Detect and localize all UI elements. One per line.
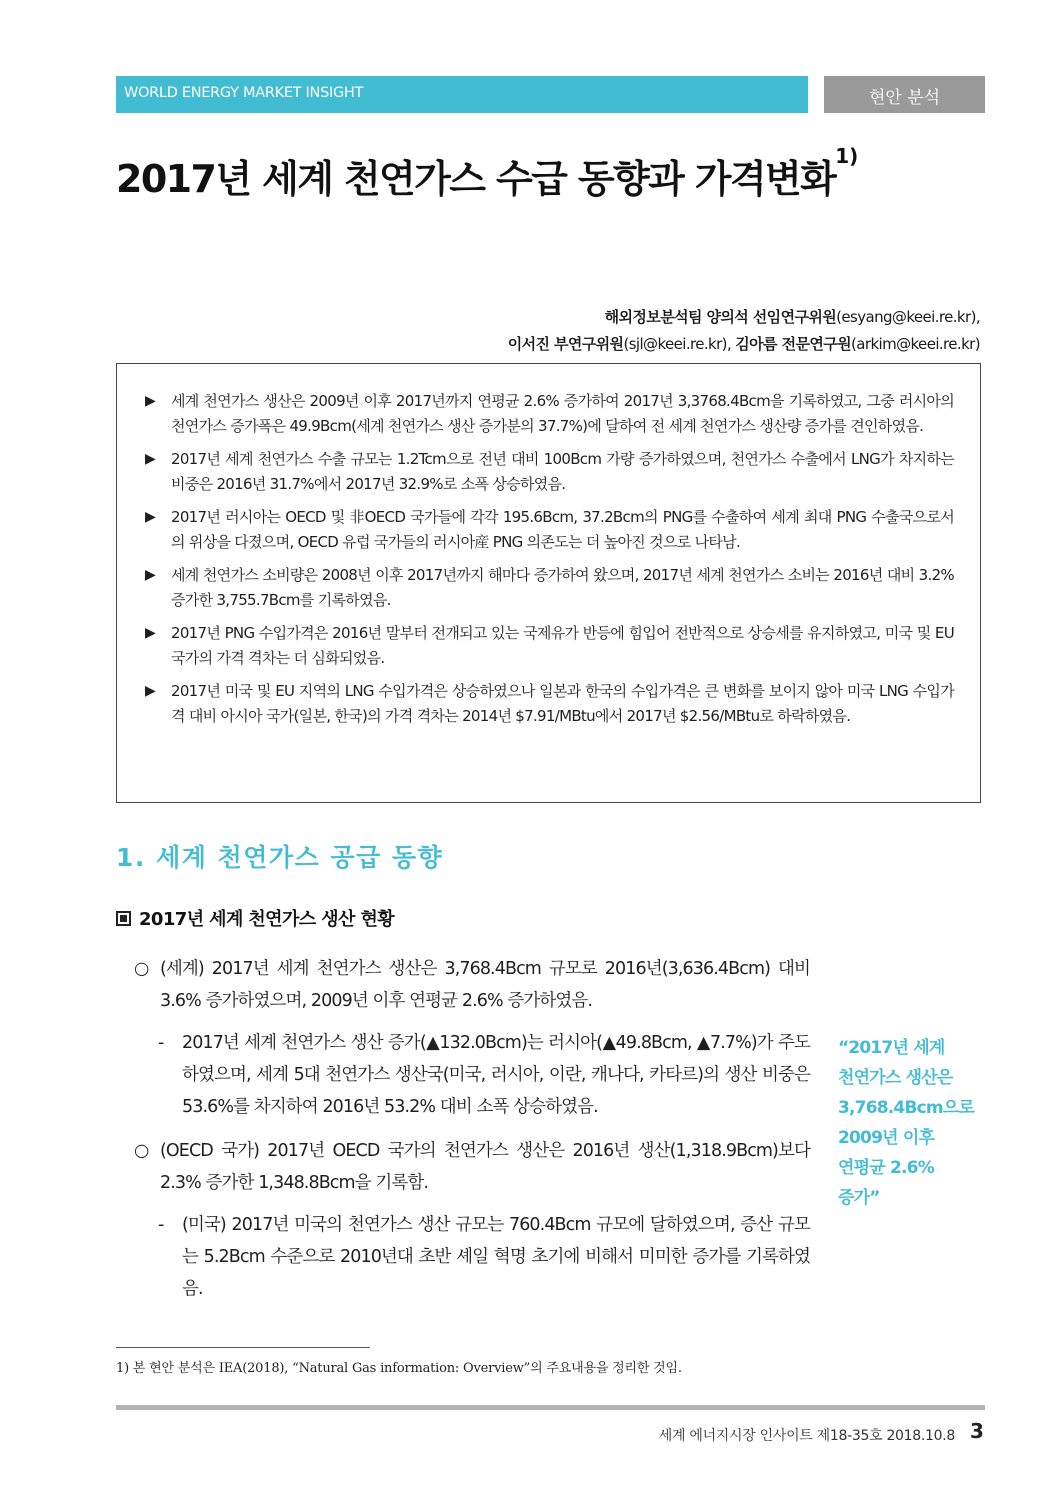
triangle-bullet-icon: ▶ [145, 625, 156, 641]
page-number: 3 [970, 1419, 984, 1443]
dash-bullet-icon: - [158, 1215, 164, 1235]
summary-item: ▶ 세계 천연가스 소비량은 2008년 이후 2017년까지 해마다 증가하여 왔으며, 2017년 세계 천연가스 소비는 2016년 대비 3.2% 증가한 3,755.7Bcm를 기록하였음. [145, 563, 954, 612]
author-2-name: 이서진 부연구위원 [507, 335, 624, 353]
summary-item: ▶ 세계 천연가스 생산은 2009년 이후 2017년까지 연평균 2.6% 증가하여 2017년 3,3768.4Bcm을 기록하였고, 그중 러시아의 천연가스 증가폭은 49.9Bcm(세계 천연가스 생산 증가분의 37.7%)에 달하여 전 세계 천연가스 생산량 증가를 견인하였음. [145, 389, 954, 438]
author-2-email: (sjl@keei.re.kr), [623, 335, 732, 353]
author-3-email: (arkim@keei.re.kr) [851, 335, 980, 353]
header-category-tag [824, 76, 985, 113]
pull-quote-line: “2017년 세계 [838, 1038, 945, 1058]
body-text [134, 953, 810, 1317]
paragraph-usa: - (미국) 2017년 미국의 천연가스 생산 규모는 760.4Bcm 규모에 달하였으며, 증산 규모는 5.2Bcm 수준으로 2010년대 초반 셰일 혁명 초기에 비해서 미미한 증가를 기록하였음. [134, 1209, 810, 1305]
author-block [508, 304, 980, 358]
footer-divider [116, 1405, 985, 1410]
dash-bullet-icon: - [158, 1033, 164, 1053]
square-bullet-icon [116, 911, 131, 926]
circle-bullet-icon: ○ [134, 1141, 149, 1161]
paragraph-world-detail: - 2017년 세계 천연가스 생산 증가(▲132.0Bcm)는 러시아(▲49.8Bcm, ▲7.7%)가 주도하였으며, 세계 5대 천연가스 생산국(미국, 러시아, 이란, 캐나다, 카타르)의 생산 비중은 53.6%를 차지하여 2016년 53.2% 대비 소폭 상승하였음. [134, 1027, 810, 1123]
circle-bullet-icon: ○ [134, 959, 149, 979]
page-title-text: 2017년 세계 천연가스 수급 동향과 가격변화 [116, 157, 836, 201]
subsection-heading [116, 905, 394, 931]
author-3-name: 김아름 전문연구원 [735, 335, 852, 353]
summary-list [145, 389, 954, 737]
section-heading: 1. 세계 천연가스 공급 동향 [116, 843, 444, 872]
triangle-bullet-icon: ▶ [145, 393, 156, 409]
header-series-label: WORLD ENERGY MARKET INSIGHT [124, 85, 364, 101]
triangle-bullet-icon: ▶ [145, 509, 156, 525]
summary-item: ▶ 2017년 러시아는 OECD 및 非OECD 국가들에 각각 195.6Bcm, 37.2Bcm의 PNG를 수출하여 세계 최대 PNG 수출국으로서의 위상을 다졌으며, OECD 유럽 국가들의 러시아産 PNG 의존도는 더 높아진 것으로 나타남. [145, 505, 954, 554]
footnote-divider [116, 1347, 370, 1348]
footer-publication: 세계 에너지시장 인사이트 제18-35호 2018.10.8 [658, 1428, 955, 1444]
footnote: 1) 본 현안 분석은 IEA(2018), “Natural Gas information: Overview”의 주요내용을 정리한 것임. [116, 1361, 682, 1376]
pull-quote-line: 3,768.4Bcm으로 [838, 1098, 975, 1118]
pull-quote-line: 증가” [838, 1188, 880, 1208]
summary-item: ▶ 2017년 PNG 수입가격은 2016년 말부터 전개되고 있는 국제유가 반등에 힘입어 전반적으로 상승세를 유지하였고, 미국 및 EU 국가의 가격 격차는 더 심화되었음. [145, 621, 954, 670]
pull-quote-line: 천연가스 생산은 [838, 1068, 953, 1088]
header-series-bar [116, 76, 808, 113]
author-line-1 [508, 304, 980, 331]
summary-item: ▶ 2017년 세계 천연가스 수출 규모는 1.2Tcm으로 전년 대비 100Bcm 가량 증가하였으며, 천연가스 수출에서 LNG가 차지하는 비중은 2016년 31.7%에서 2017년 32.9%로 소폭 상승하였음. [145, 447, 954, 496]
paragraph-world: ○ (세계) 2017년 세계 천연가스 생산은 3,768.4Bcm 규모로 2016년(3,636.4Bcm) 대비 3.6% 증가하였으며, 2009년 이후 연평균 2.6% 증가하였음. [134, 953, 810, 1017]
subsection-heading-text: 2017년 세계 천연가스 생산 현황 [139, 909, 395, 930]
pull-quote [838, 1033, 978, 1213]
page-title [116, 144, 859, 203]
pull-quote-line: 2009년 이후 [838, 1128, 935, 1148]
pull-quote-line: 연평균 2.6% [838, 1158, 934, 1178]
summary-item: ▶ 2017년 미국 및 EU 지역의 LNG 수입가격은 상승하였으나 일본과 한국의 수입가격은 큰 변화를 보이지 않아 미국 LNG 수입가격 대비 아시아 국가(일본, 한국)의 가격 격차는 2014년 $7.91/MBtu에서 2017년 $2.56/MBtu로 하락하였음. [145, 679, 954, 728]
triangle-bullet-icon: ▶ [145, 451, 156, 467]
triangle-bullet-icon: ▶ [145, 683, 156, 699]
title-footnote-ref: 1) [835, 144, 859, 168]
triangle-bullet-icon: ▶ [145, 567, 156, 583]
header-category-label: 현안 분석 [868, 88, 941, 108]
author-1-email: (esyang@keei.re.kr), [836, 308, 980, 326]
author-line-2 [508, 331, 980, 358]
author-1-name: 해외정보분석팀 양의석 선임연구위원 [604, 308, 837, 326]
summary-box [116, 363, 981, 803]
paragraph-oecd: ○ (OECD 국가) 2017년 OECD 국가의 천연가스 생산은 2016년 생산(1,318.9Bcm)보다 2.3% 증가한 1,348.8Bcm을 기록함. [134, 1135, 810, 1199]
